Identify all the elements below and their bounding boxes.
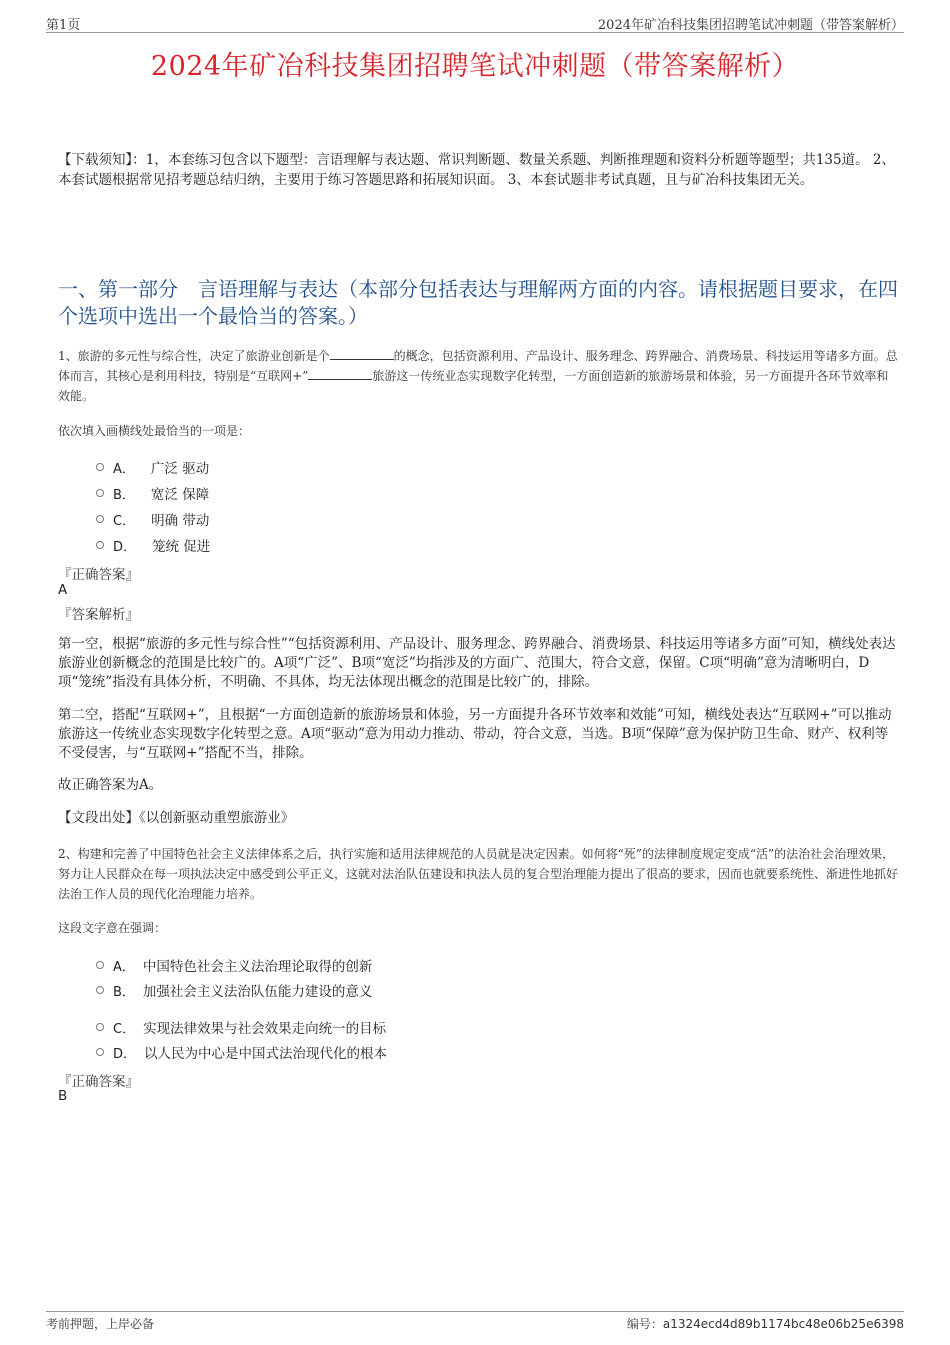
radio-icon[interactable] [96,1048,104,1056]
question-1-source: 【文段出处】《以创新驱动重塑旅游业》 [58,810,295,826]
question-2-answer-label: 『正确答案』 [58,1074,139,1090]
radio-icon[interactable] [96,463,104,471]
question-1-option-c[interactable]: C． 明确 带动 [96,509,209,529]
question-1-option-d[interactable]: D． 笼统 促进 [96,535,210,555]
question-2-option-d[interactable]: D． 以人民为中心是中国式法治现代化的根本 [96,1042,387,1062]
radio-icon[interactable] [96,541,104,549]
question-1-option-a[interactable]: A． 广泛 驱动 [96,457,209,477]
download-notice: 【下载须知】：1，本套练习包含以下题型：言语理解与表达题、常识判断题、数量关系题、判断推理题和资料分析题等题型；共135道。 2、本套试题根据常见招考题总结归纳，主要用于练习答题思路和拓展知识面。 3、本套试题非考试真题，且与矿冶科技集团无关。 [58,152,895,188]
section-heading: 一、第一部分 言语理解与表达（本部分包括表达与理解两方面的内容。请根据题目要求，在四个选项中选出一个最恰当的答案。） [58,277,898,328]
question-1-text: 1、旅游的多元性与综合性，决定了旅游业创新是个 的概念，包括资源利用、产品设计、服务理念、跨界融合、消费场景、科技运用等诸多方面。总体而言，其核心是利用科技，特别是“互联网+” 旅游这一传统业态实现数字化转型，一方面创造新的旅游场景和体验，另一方面提升各环节效率和效能。 [58,349,898,403]
radio-icon[interactable] [96,489,104,497]
question-1-analysis-p1: 第一空，根据“旅游的多元性与综合性”“包括资源利用、产品设计、服务理念、跨界融合、消费场景、科技运用等诸多方面”可知，横线处表达旅游业创新概念的范围是比较广的。A项“广泛”、B项“宽泛”均指涉及的方面广、范围大，符合文意，保留。C项“明确”意为清晰明白，D项“笼统”指没有具体分析，不明确、不具体，均无法体现出概念的范围是比较广的，排除。 [58,636,896,690]
question-1-analysis-p2: 第二空，搭配“互联网+”，且根据“一方面创造新的旅游场景和体验，另一方面提升各环节效率和效能”可知，横线处表达“互联网+”可以推动旅游这一传统业态实现数字化转型之意。A项“驱动”意为用动力推动、带动，符合文意，当选。B项“保障”意为保护防卫生命、财产、权利等不受侵害，与“互联网+”搭配不当，排除。 [58,707,892,761]
footer-doc-code: 编号：a1324ecd4d89b1174bc48e06b25e6398 [626,1317,904,1331]
radio-icon[interactable] [96,961,104,969]
question-1-analysis-label: 『答案解析』 [58,607,139,623]
fill-blank-1 [330,347,394,360]
question-1-prompt: 依次填入画横线处最恰当的一项是： [58,424,251,438]
page-number: 第1页 [46,18,81,33]
header-doc-title: 2024年矿冶科技集团招聘笔试冲刺题（带答案解析） [597,18,904,33]
question-2-option-c[interactable]: C． 实现法律效果与社会效果走向统一的目标 [96,1017,386,1037]
radio-icon[interactable] [96,986,104,994]
question-1-option-b[interactable]: B． 宽泛 保障 [96,483,209,503]
question-1-answer-label: 『正确答案』 [58,567,139,583]
question-2-answer: B [58,1088,68,1104]
question-1-answer: A [58,582,68,598]
footer-divider [46,1311,904,1312]
radio-icon[interactable] [96,515,104,523]
header-divider [46,32,904,33]
question-1-analysis-p3: 故正确答案为A。 [58,777,163,793]
question-2-option-b[interactable]: B． 加强社会主义法治队伍能力建设的意义 [96,980,372,1000]
radio-icon[interactable] [96,1023,104,1031]
question-2-option-a[interactable]: A． 中国特色社会主义法治理论取得的创新 [96,955,372,975]
document-title: 2024年矿冶科技集团招聘笔试冲刺题（带答案解析） [150,51,800,82]
footer-slogan: 考前押题，上岸必备 [46,1317,155,1331]
question-2-text: 2、构建和完善了中国特色社会主义法律体系之后，执行实施和适用法律规范的人员就是决定因素。如何将“死”的法律制度规定变成“活”的法治社会治理效果，努力让人民群众在每一项执法决定中感受到公平正义，这就对法治队伍建设和执法人员的复合型治理能力提出了很高的要求，因而也就要系统性、渐进性地抓好法治工作人员的现代化治理能力培养。 [58,847,899,901]
fill-blank-2 [308,367,372,380]
question-2-prompt: 这段文字意在强调： [58,921,167,935]
